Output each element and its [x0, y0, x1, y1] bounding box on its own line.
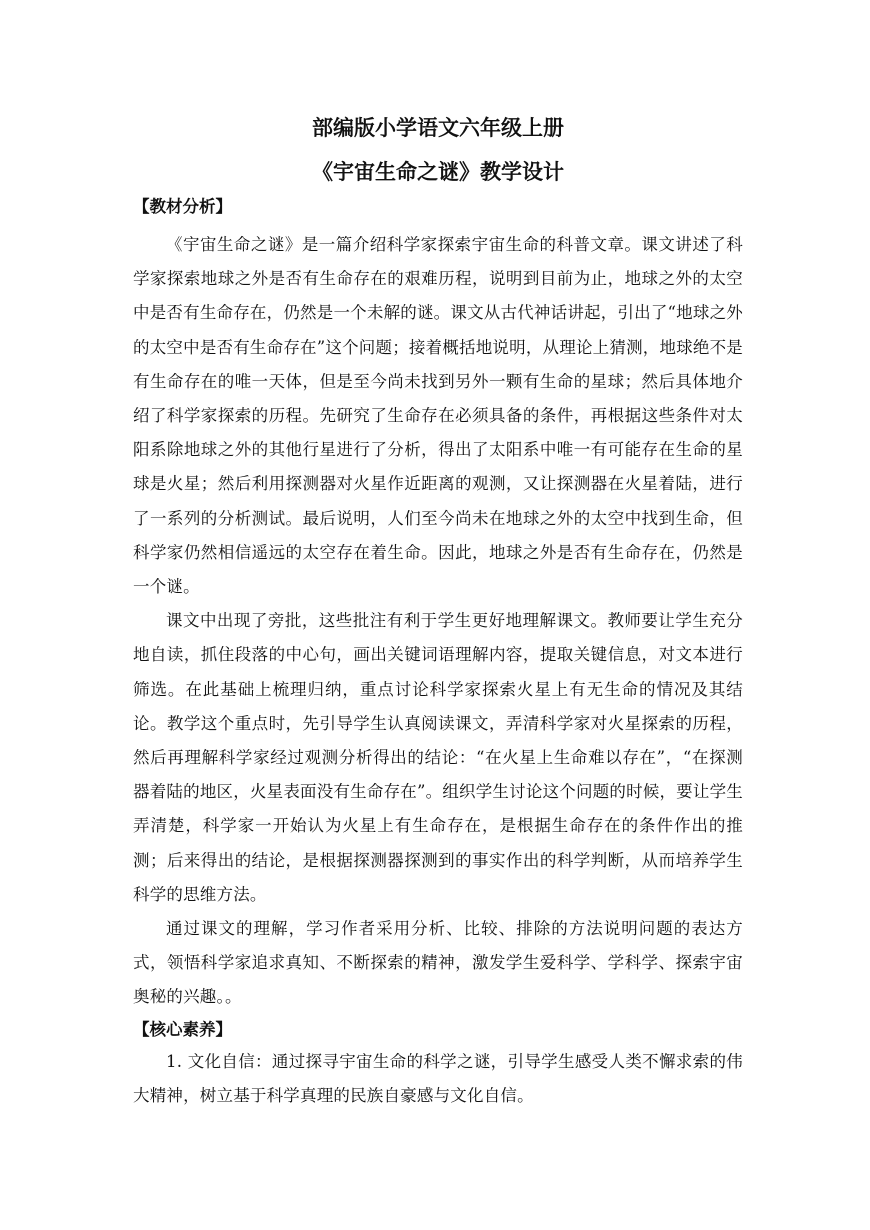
document-title-line2: 《宇宙生命之谜》教学设计: [312, 160, 564, 184]
section-textbook-analysis: [133, 192, 743, 1015]
section-heading: 【教材分析】: [133, 197, 232, 216]
paragraph: 1. 文化自信：通过探寻宇宙生命的科学之谜，引导学生感受人类不懈求索的伟大精神，树立基于科学真理的民族自豪感与文化自信。: [133, 1051, 743, 1105]
section-heading: 【核心素养】: [133, 1019, 232, 1039]
paragraph: 《宇宙生命之谜》是一篇介绍科学家探索宇宙生命的科普文章。课文讲述了科学家探索地球之外是否有生命存在的艰难历程，说明到目前为止，地球之外的太空中是否有生命存在，仍然是一个未解的谜。课文从古代神话讲起，引出了“地球之外的太空中是否有生命存在”这个问题；接着概括地说明，从理论上猜测，地球绝不是有生命存在的唯一天体，但是至今尚未找到另外一颗有生命的星球；然后具体地介绍了科学家探索的历程。先研究了生命存在必须具备的条件，再根据这些条件对太阳系除地球之外的其他行星进行了分析，得出了太阳系中唯一有可能存在生命的星球是火星；然后利用探测器对火星作近距离的观测，又让探测器在火星着陆，进行了一系列的分析测试。最后说明，人们至今尚未在地球之外的太空中找到生命，但科学家仍然相信遥远的太空存在着生命。因此，地球之外是否有生命存在，仍然是一个谜。: [133, 235, 743, 597]
document-page: [133, 108, 743, 1113]
paragraph: 通过课文的理解，学习作者采用分析、比较、排除的方法说明问题的表达方式，领悟科学家追求真知、不断探索的精神，激发学生爱科学、学科学、探索宇宙奥秘的兴趣。。: [133, 919, 743, 1007]
section-core-literacy: [133, 1015, 743, 1113]
document-title-line1: 部编版小学语文六年级上册: [312, 116, 564, 140]
paragraph: 课文中出现了旁批，这些批注有利于学生更好地理解课文。教师要让学生充分地自读，抓住段落的中心句，画出关键词语理解内容，提取关键信息，对文本进行筛选。在此基础上梳理归纳，重点讨论科学家探索火星上有无生命的情况及其结论。教学这个重点时，先引导学生认真阅读课文，弄清科学家对火星探索的历程，然后再理解科学家经过观测分析得出的结论：“在火星上生命难以存在”，“在探测器着陆的地区，火星表面没有生命存在”。组织学生讨论这个问题的时候，要让学生弄清楚，科学家一开始认为火星上有生命存在，是根据生命存在的条件作出的推测；后来得出的结论，是根据探测器探测到的事实作出的科学判断，从而培养学生科学的思维方法。: [133, 611, 743, 904]
